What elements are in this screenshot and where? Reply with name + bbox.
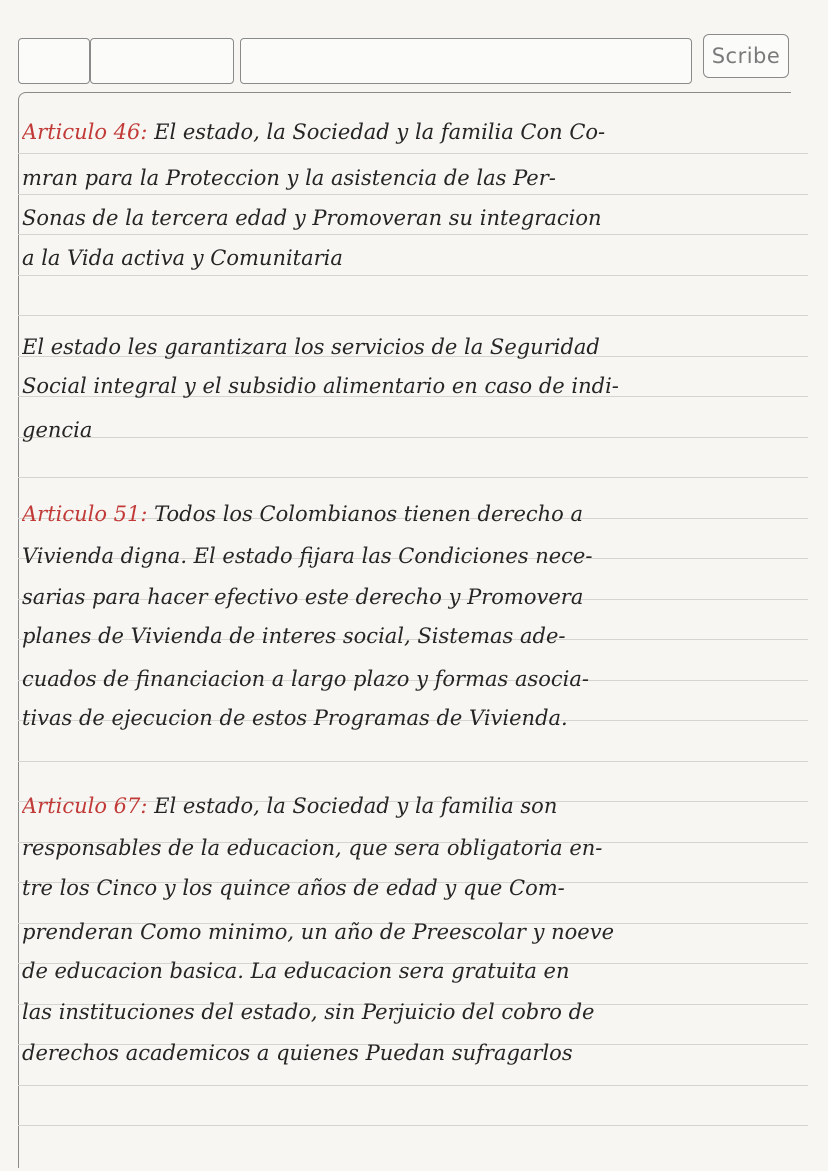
article-line: de educacion basica. La educacion sera gratuita en bbox=[22, 959, 570, 983]
article-line: Vivienda digna. El estado fijara las Condiciones nece- bbox=[22, 544, 593, 568]
article-line: sarias para hacer efectivo este derecho y Promovera bbox=[22, 585, 584, 609]
article-line: prenderan Como minimo, un año de Preescolar y noeve bbox=[22, 920, 614, 944]
article-line: Articulo 46: El estado, la Sociedad y la familia Con Co- bbox=[22, 120, 606, 144]
article-heading: Articulo 67: bbox=[22, 794, 148, 818]
article-line: a la Vida activa y Comunitaria bbox=[22, 246, 343, 270]
article-heading: Articulo 51: bbox=[22, 502, 148, 526]
article-line: Articulo 51: Todos los Colombianos tienen derecho a bbox=[22, 502, 584, 526]
article-line: Articulo 67: El estado, la Sociedad y la familia son bbox=[22, 794, 558, 818]
header-title-box bbox=[240, 38, 692, 84]
article-line: planes de Vivienda de interes social, Sistemas ade- bbox=[22, 624, 566, 648]
ruled-line bbox=[18, 761, 808, 762]
article-line: cuados de financiacion a largo plazo y formas asocia- bbox=[22, 667, 589, 691]
article-line: las instituciones del estado, sin Perjuicio del cobro de bbox=[22, 1000, 595, 1024]
ruled-line bbox=[18, 153, 808, 154]
article-line: Sonas de la tercera edad y Promoveran su integracion bbox=[22, 206, 602, 230]
ruled-line bbox=[18, 1125, 808, 1126]
article-line: Social integral y el subsidio alimentario en caso de indi- bbox=[22, 374, 619, 398]
article-line: tre los Cinco y los quince años de edad y que Com- bbox=[22, 876, 565, 900]
article-line: responsables de la educacion, que sera obligatoria en- bbox=[22, 836, 603, 860]
header-date-box bbox=[18, 38, 90, 84]
header-subject-box bbox=[90, 38, 234, 84]
ruled-line bbox=[18, 1085, 808, 1086]
article-line: tivas de ejecucion de estos Programas de Vivienda. bbox=[22, 706, 568, 730]
article-line: gencia bbox=[22, 418, 93, 442]
article-heading: Articulo 46: bbox=[22, 120, 148, 144]
scribe-logo: Scribe bbox=[703, 34, 789, 78]
article-line: El estado les garantizara los servicios de la Seguridad bbox=[22, 335, 600, 359]
ruled-line bbox=[18, 315, 808, 316]
article-line: derechos academicos a quienes Puedan sufragarlos bbox=[22, 1041, 573, 1065]
article-line: mran para la Proteccion y la asistencia de las Per- bbox=[22, 166, 556, 190]
ruled-line bbox=[18, 477, 808, 478]
